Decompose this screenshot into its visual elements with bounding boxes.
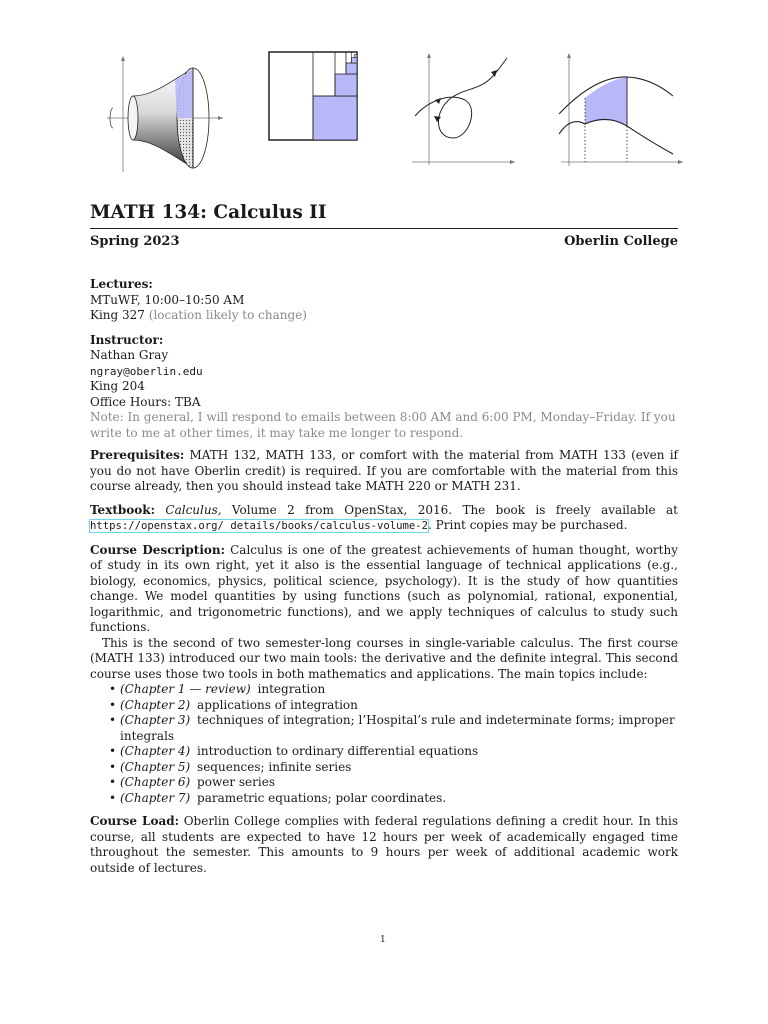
institution: Oberlin College: [564, 234, 678, 249]
description-text: Calculus is one of the greatest achievements of human thought, worthy of study in its own right, yet it also is the essential language of technical applications (e.g., biology, economics, physics, political science, psychology). It is the study of how quantities change. We model quantities by using functions (such as polynomial, rational, exponential, logarithmic, and trigonometric functions), and we apply techniques of calculus to study such functions.: [90, 542, 678, 634]
textbook-link[interactable]: [90, 520, 428, 532]
textbook-title: Calculus,: [165, 502, 222, 517]
page-number: 1: [380, 935, 386, 945]
list-item: [120, 744, 678, 760]
instructor-name: Nathan Gray: [90, 348, 169, 362]
textbook-link-part2[interactable]: details/books/calculus-volume-2: [230, 520, 429, 532]
list-item: [120, 698, 678, 714]
lecture-schedule: MTuWF, 10:00–10:50 AM: [90, 292, 245, 307]
syllabus-content: [90, 277, 678, 884]
lecture-room-line: [90, 308, 678, 324]
description-paragraph-2: This is the second of two semester-long courses in single-variable calculus. The first course (MATH 133) introduced our two main tools: the derivative and the definite integral. This second course uses those two tools in both mathematics and applications. The main topics include:: [90, 635, 678, 681]
instructor-email[interactable]: ngray@oberlin.edu: [90, 364, 203, 378]
topic-text: techniques of integration; l’Hospital’s rule and indeterminate forms; improper integrals: [120, 713, 675, 743]
description-paragraph: [90, 543, 678, 636]
prerequisites-paragraph: [90, 448, 678, 495]
header-figures: [95, 50, 683, 175]
textbook-text-after: . Print copies may be purchased.: [428, 518, 628, 532]
topic-chapter: (Chapter 3): [120, 713, 191, 727]
textbook-label: Textbook:: [90, 502, 156, 517]
topic-chapter: (Chapter 1 — review): [120, 682, 251, 696]
lecture-room: King 327: [90, 308, 145, 322]
topic-text: applications of integration: [197, 697, 358, 712]
textbook-link-part1[interactable]: https://openstax.org/: [90, 520, 224, 532]
office-hours: Office Hours: TBA: [90, 394, 201, 409]
course-load-paragraph: [90, 814, 678, 876]
solid-of-revolution-figure: [95, 50, 225, 175]
lectures-label: Lectures:: [90, 277, 153, 291]
topic-chapter: (Chapter 4): [120, 744, 191, 758]
list-item: [120, 713, 678, 744]
lectures-section: [90, 277, 678, 324]
topic-text: sequences; infinite series: [197, 759, 352, 774]
term: Spring 2023: [90, 234, 180, 249]
course-title: MATH 134: Calculus II: [90, 202, 327, 223]
topic-chapter: (Chapter 2): [120, 697, 191, 712]
instructor-label: Instructor:: [90, 332, 164, 347]
nested-squares-figure: [267, 50, 359, 142]
topic-text: integration: [257, 682, 326, 696]
textbook-text: Volume 2 from OpenStax, 2016. The book is freely available at: [221, 502, 678, 517]
area-between-curves-figure: [555, 50, 685, 175]
course-load-text: Oberlin College complies with federal regulations defining a credit hour. In this course, all students are expected to have 12 hours per week of academically engaged time throughout the semester. This amounts to 9 hours per week of additional academic work outside of lectures.: [90, 814, 678, 875]
topic-chapter: (Chapter 7): [120, 790, 191, 805]
prerequisites-text: MATH 132, MATH 133, or comfort with the material from MATH 133 (even if you do not have Oberlin credit) is required. If you are comfortable with the material from this course already, then you should instead take MATH 220 or MATH 231.: [90, 448, 678, 493]
instructor-section: [90, 333, 678, 442]
lecture-room-note: (location likely to change): [148, 308, 307, 322]
topic-text: parametric equations; polar coordinates.: [197, 790, 447, 805]
list-item: [120, 775, 678, 791]
email-response-note: Note: In general, I will respond to emails between 8:00 AM and 6:00 PM, Monday–Friday. If you write to me at other times, it may take me longer to respond.: [90, 410, 676, 440]
prerequisites-label: Prerequisites:: [90, 448, 185, 462]
description-label: Course Description:: [90, 542, 226, 557]
topic-text: introduction to ordinary differential equations: [197, 744, 479, 758]
parametric-curve-figure: [407, 50, 517, 175]
topics-list: [90, 682, 678, 806]
topic-chapter: (Chapter 6): [120, 775, 191, 789]
list-item: [120, 760, 678, 776]
textbook-paragraph: [90, 503, 678, 535]
course-load-label: Course Load:: [90, 814, 180, 828]
list-item: [120, 682, 678, 698]
instructor-office: King 204: [90, 379, 145, 393]
title-rule: [90, 228, 678, 229]
list-item: [120, 791, 678, 807]
syllabus-page: [90, 0, 678, 1024]
topic-text: power series: [197, 775, 275, 789]
topic-chapter: (Chapter 5): [120, 759, 191, 774]
